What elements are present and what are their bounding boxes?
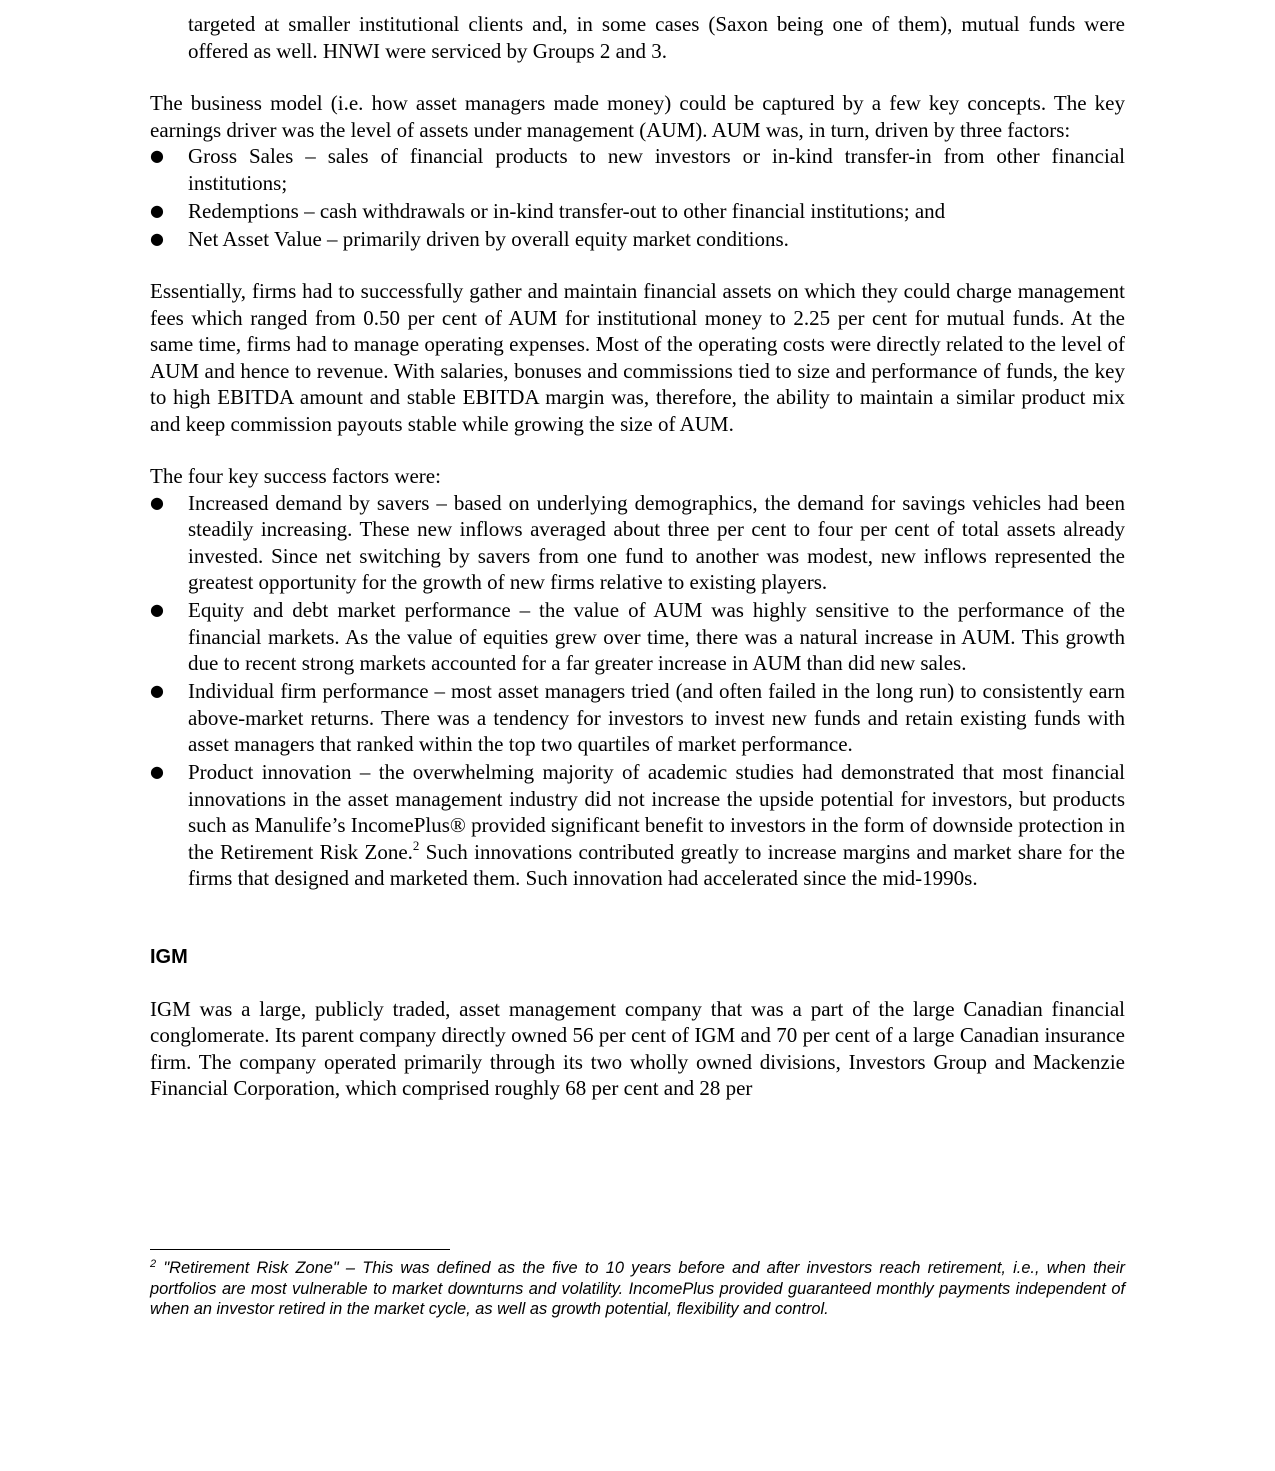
aum-factors-list [150, 143, 1125, 252]
igm-heading: IGM [150, 945, 188, 968]
list-item [150, 198, 1125, 225]
document-page [150, 11, 1125, 1102]
footnote-reference[interactable]: 2 [412, 837, 420, 853]
bullet-icon: ● [150, 600, 164, 619]
list-item-text: Redemptions – cash withdrawals or in-kind transfer-out to other financial institutions; and [188, 198, 946, 223]
bullet-icon: ● [150, 228, 164, 248]
list-item [150, 490, 1125, 596]
bullet-icon: ● [150, 146, 164, 165]
innovation-text-after: Such innovations contributed greatly to increase margins and market share for the firms that designed and marketed them. Such innovation had accelerated since the mid-1990s. [188, 839, 1126, 890]
footnote-divider [150, 1249, 450, 1250]
essentially-paragraph: Essentially, firms had to successfully gather and maintain financial assets on which they could charge management fees which ranged from 0.50 per cent of AUM for institutional money to 2.25 per cent for mutual funds. At the same time, firms had to manage operating expenses. Most of the operating costs were directly related to the level of AUM and hence to revenue. With salaries, bonuses and commissions tied to size and performance of funds, the key to high EBITDA amount and stable EBITDA margin was, therefore, the ability to maintain a similar product mix and keep commission payouts stable while growing the size of AUM. [150, 279, 1125, 436]
bullet-icon: ● [150, 200, 164, 220]
innovation-text-before: Product innovation – the overwhelming majority of academic studies had demonstrated that most financial innovations in the asset management industry did not increase the upside potential for investors, but products such as Manulife’s IncomePlus® provided significant benefit to investors in the form of downside protection in the Retirement Risk Zone. [188, 760, 1125, 864]
footnote-number: 2 [150, 1258, 157, 1270]
success-factors-intro: The four key success factors were: [150, 464, 441, 488]
bullet-icon: ● [150, 762, 164, 781]
business-model-intro: The business model (i.e. how asset managers made money) could be captured by a few key concepts. The key earnings driver was the level of assets under management (AUM). AUM was, in turn, driven by three factors: [150, 91, 1125, 142]
footnote [150, 1258, 1125, 1320]
list-item-text: Equity and debt market performance – the value of AUM was highly sensitive to the performance of the financial markets. As the value of equities grew over time, there was a natural increase in AUM. This growth due to recent strong markets accounted for a far greater increase in AUM than did new sales. [188, 598, 1125, 675]
list-item [150, 226, 1125, 253]
footnote-text: "Retirement Risk Zone" – This was defined as the five to 10 years before and after investors reach retirement, i.e., when their portfolios are most vulnerable to market downturns and volatility. IncomePlus provided guaranteed monthly payments independent of when an investor retired in the market cycle, as well as growth potential, flexibility and control. [150, 1259, 1125, 1319]
list-item [150, 143, 1125, 196]
continued-bullet-text: targeted at smaller institutional clients and, in some cases (Saxon being one of them), mutual funds were offered as well. HNWI were serviced by Groups 2 and 3. [188, 12, 1125, 63]
bullet-icon: ● [150, 492, 164, 512]
list-item-text: Increased demand by savers – based on underlying demographics, the demand for savings vehicles had been steadily increasing. These new inflows averaged about three per cent to four per cent of total assets already invested. Since net switching by savers from one fund to another was modest, new inflows represented the greatest opportunity for the growth of new firms relative to existing players. [188, 490, 1125, 594]
list-item [150, 678, 1125, 758]
list-item [150, 759, 1125, 892]
list-item-text: Net Asset Value – primarily driven by overall equity market conditions. [188, 226, 789, 251]
igm-paragraph: IGM was a large, publicly traded, asset management company that was a part of the large Canadian financial conglomerate. Its parent company directly owned 56 per cent of IGM and 70 per cent of a large Canadian insurance firm. The company operated primarily through its two wholly owned divisions, Investors Group and Mackenzie Financial Corporation, which comprised roughly 68 per cent and 28 per [150, 996, 1125, 1100]
bullet-icon: ● [150, 681, 164, 700]
list-item [150, 597, 1125, 677]
list-item-text: Gross Sales – sales of financial products to new investors or in-kind transfer-in from other financial institutions; [188, 144, 1125, 195]
list-item-text: Individual firm performance – most asset managers tried (and often failed in the long run) to consistently earn above-market returns. There was a tendency for investors to invest new funds and retain existing funds with asset managers that ranked within the top two quartiles of market performance. [188, 679, 1125, 756]
success-factors-list [150, 490, 1125, 892]
